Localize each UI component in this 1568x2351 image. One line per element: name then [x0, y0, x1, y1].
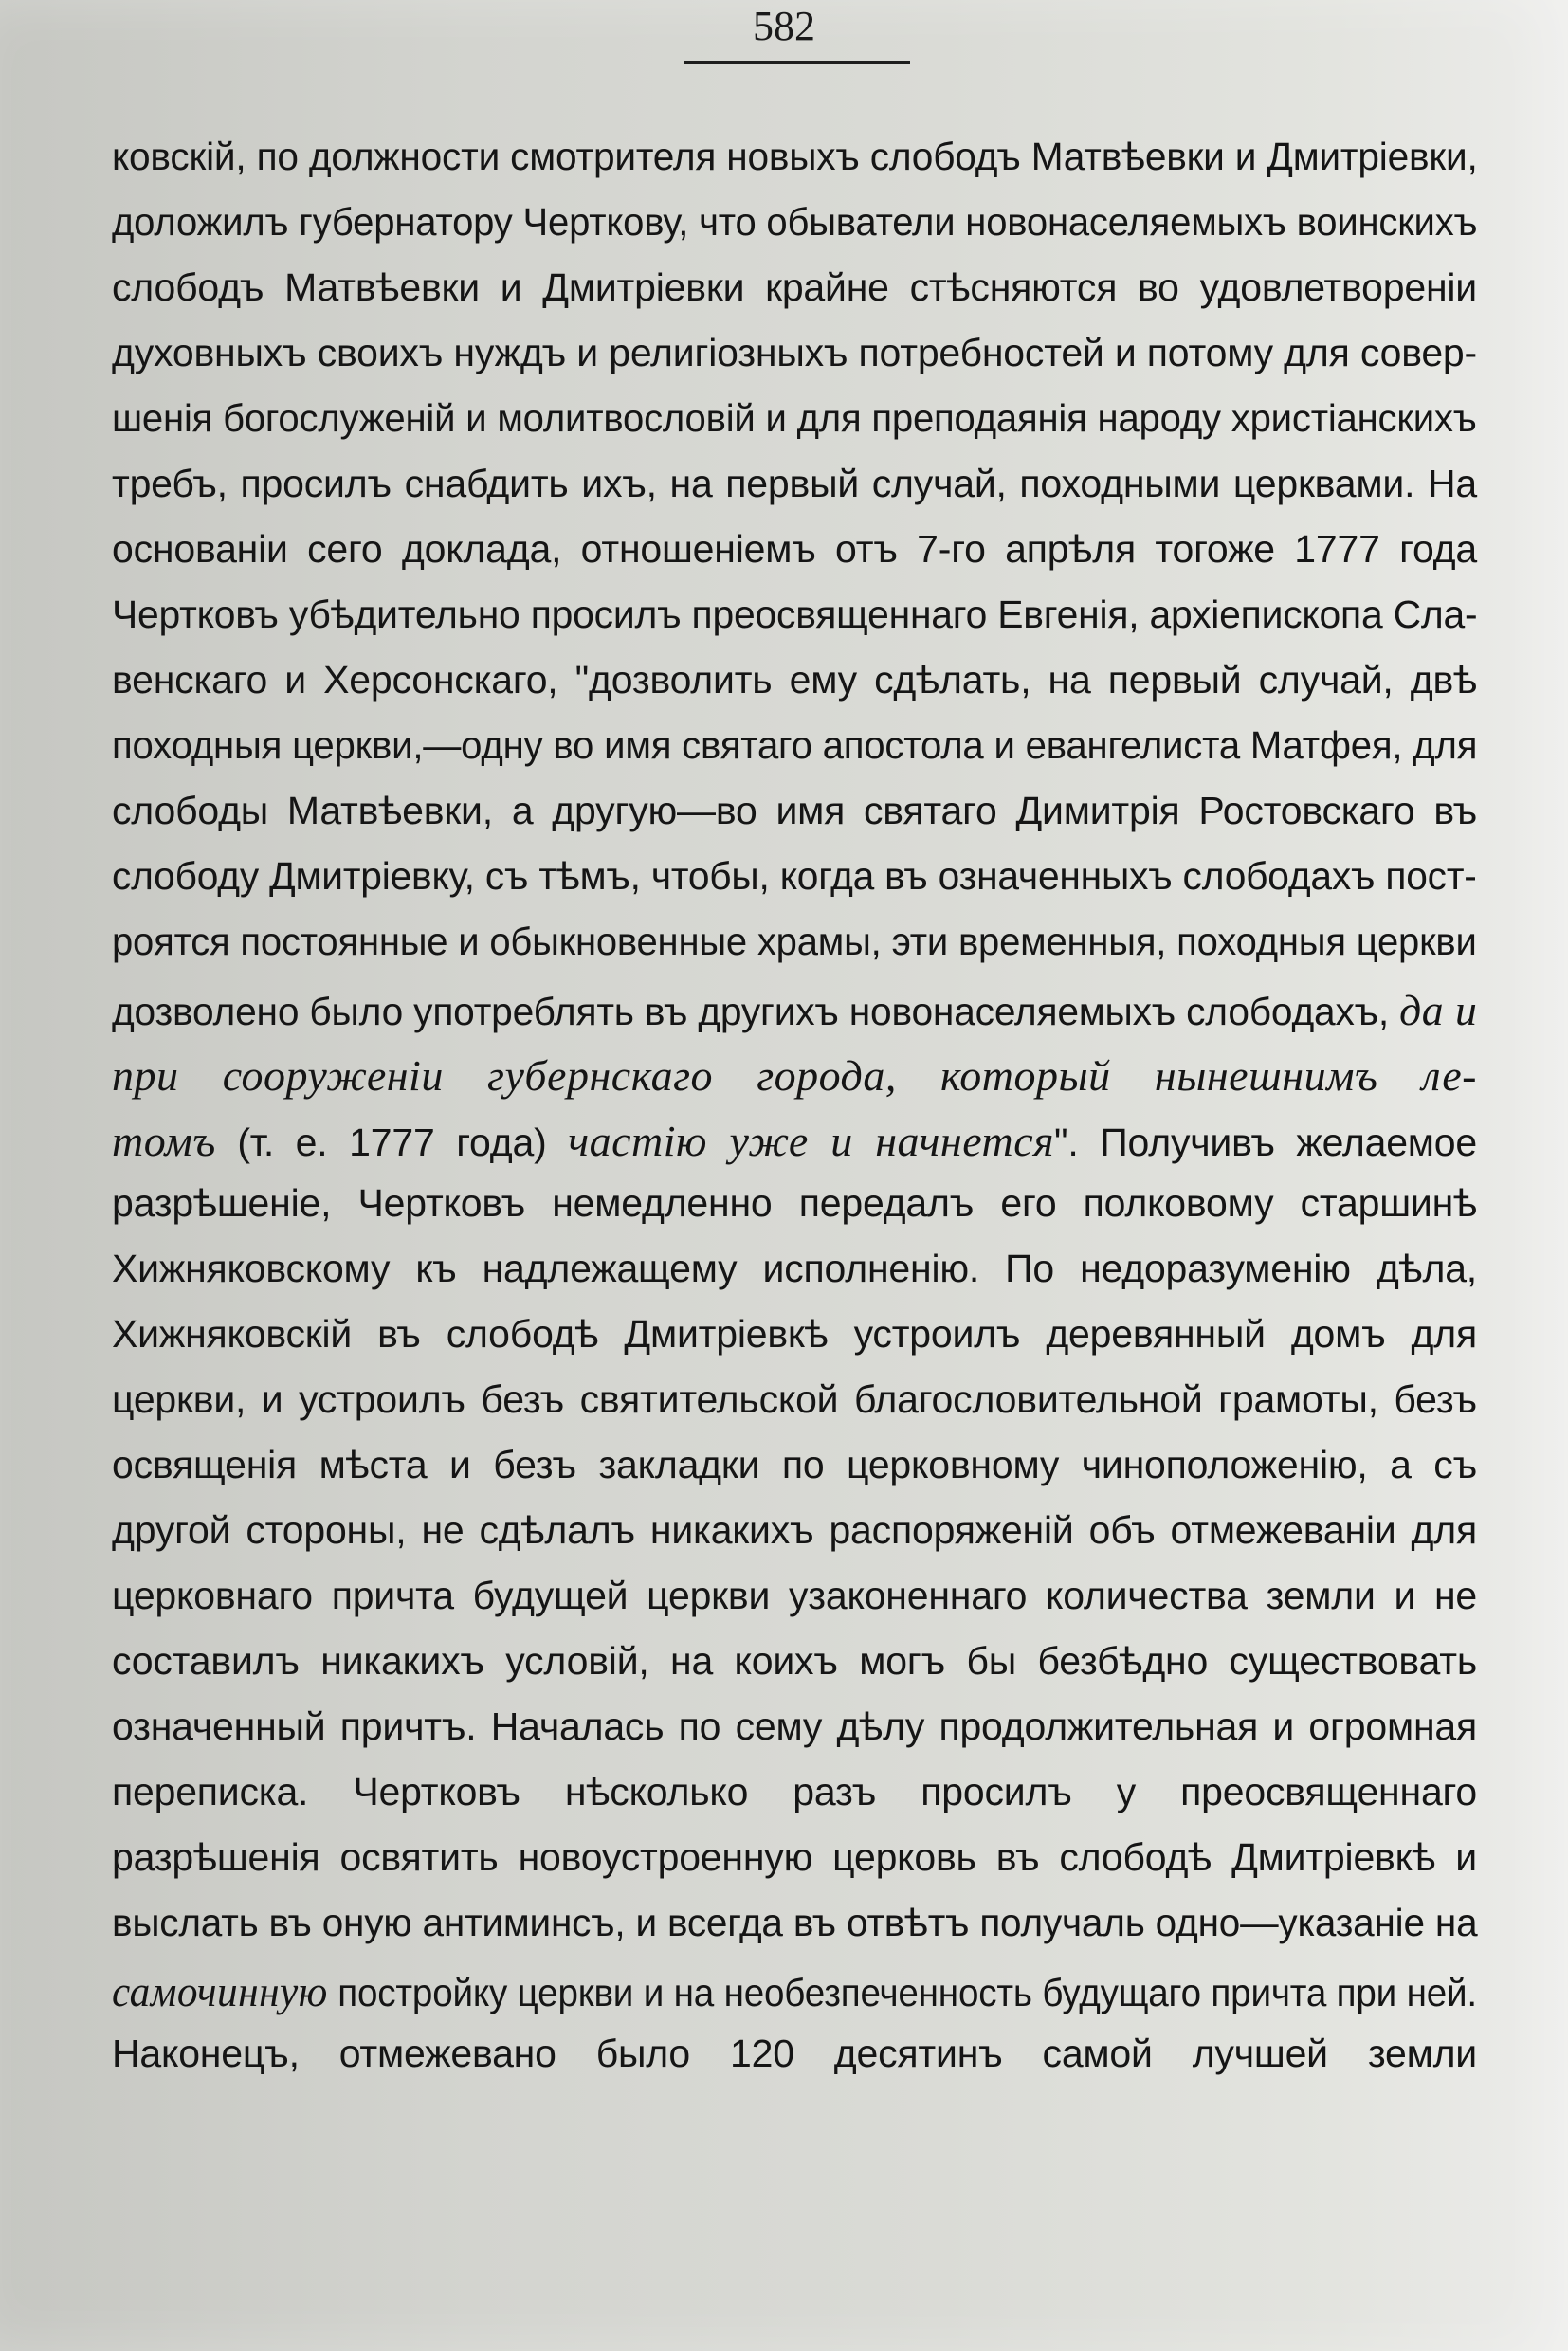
text-run: Наконецъ, отмежевано было 120 десятинъ самой лучшей земли — [112, 2032, 1477, 2075]
text-run: слободы Матвѣевки, а другую—во имя святаго Димитрія Ростовскаго въ — [112, 789, 1477, 832]
text-run: выслать въ оную антиминсъ, и всегда въ отвѣтъ получаль одно—указаніе на — [112, 1901, 1478, 1944]
text-run: дозволено было употреблять въ другихъ новонаселяемыхъ слободахъ, — [112, 990, 1400, 1033]
text-line — [112, 789, 1477, 855]
text-line — [112, 135, 1478, 201]
text-line — [112, 265, 1477, 332]
text-run: другой стороны, не сдѣлалъ никакихъ распоряженій объ отмежеваніи для — [112, 1508, 1477, 1552]
text-line — [112, 1312, 1477, 1378]
text-line — [112, 1704, 1477, 1771]
text-run: роятся постоянные и обыкновенные храмы, эти временныя, походныя церкви — [112, 920, 1477, 963]
text-run: походныя церкви,—одну во имя святаго апостола и евангелиста Матфея, для — [112, 723, 1478, 767]
text-run: шенія богослуженій и молитвословій и для преподаянія народу христіанскихъ — [112, 396, 1477, 440]
text-line — [112, 1377, 1477, 1444]
text-line — [112, 1443, 1477, 1509]
text-run: разрѣшеніе, Чертковъ немедленно передалъ его полковому старшинѣ — [112, 1181, 1477, 1225]
text-line — [112, 1508, 1477, 1575]
text-line — [112, 723, 1478, 790]
text-run: слободъ Матвѣевки и Дмитріевки крайне стѣсняются во удовлетвореніи — [112, 265, 1477, 309]
text-run: слободу Дмитріевку, съ тѣмъ, чтобы, когда въ означенныхъ слободахъ пост- — [112, 854, 1477, 898]
text-line — [112, 1901, 1478, 1967]
text-line — [112, 1770, 1477, 1836]
text-line — [112, 527, 1477, 593]
italic-run: частію уже и начнется — [568, 1117, 1055, 1165]
text-line — [112, 462, 1477, 528]
text-run: Хижняковскому къ надлежащему исполненію. По недоразуменію дѣла, — [112, 1247, 1477, 1290]
text-run: составилъ никакихъ условій, на коихъ могъ бы безбѣдно существовать — [112, 1639, 1477, 1683]
text-run: освященія мѣста и безъ закладки по церковному чиноположенію, а съ — [112, 1443, 1477, 1486]
text-line — [112, 1116, 1477, 1182]
italic-run: при сооруженіи губернскаго города, который нынешнимъ ле- — [112, 1051, 1477, 1100]
italic-run: томъ — [112, 1117, 216, 1165]
page-number: 582 — [753, 3, 815, 49]
text-run: церковнаго причта будущей церкви узаконеннаго количества земли и не — [112, 1574, 1477, 1617]
text-run: доложилъ губернатору Черткову, что обыватели новонаселяемыхъ воинскихъ — [112, 200, 1478, 244]
text-run: означенный причтъ. Началась по сему дѣлу продолжительная и огромная — [112, 1704, 1477, 1748]
text-run: церкви, и устроилъ безъ святительской благословительной грамоты, безъ — [112, 1377, 1477, 1421]
text-line — [112, 1966, 1477, 2032]
text-line — [112, 1050, 1477, 1117]
text-line — [112, 1574, 1477, 1640]
text-line — [112, 1181, 1477, 1248]
text-run: переписка. Чертковъ нѣсколько разъ просилъ у преосвященнаго — [112, 1770, 1477, 1813]
text-line — [112, 1639, 1477, 1705]
text-line — [112, 1247, 1477, 1313]
text-run: ковскій, по должности смотрителя новыхъ слободъ Матвѣевки и Дмитріевки, — [112, 135, 1478, 178]
text-line — [112, 854, 1477, 920]
italic-run: самочинную — [112, 1967, 328, 2015]
text-line — [112, 1835, 1477, 1902]
text-line — [112, 2032, 1477, 2098]
text-line — [112, 200, 1478, 266]
text-run: основаніи сего доклада, отношеніемъ отъ 7-го апрѣля тогоже 1777 года — [112, 527, 1477, 571]
text-run: (т. е. 1777 года) — [215, 1121, 569, 1164]
text-run: Чертковъ убѣдительно просилъ преосвященнаго Евгенія, архіепископа Сла- — [112, 592, 1478, 636]
text-run: требъ, просилъ снабдить ихъ, на первый случай, походными церквами. На — [112, 462, 1477, 505]
text-line — [112, 331, 1477, 397]
text-run: духовныхъ своихъ нуждъ и религіозныхъ потребностей и потому для совер- — [112, 331, 1477, 374]
text-run: разрѣшенія освятить новоустроенную церковь въ слободѣ Дмитріевкѣ и — [112, 1835, 1477, 1879]
text-line — [112, 920, 1477, 986]
text-line — [112, 985, 1478, 1051]
text-run: Хижняковскій въ слободѣ Дмитріевкѣ устроилъ деревянный домъ для — [112, 1312, 1477, 1356]
text-run: постройку церкви и на необезпеченность будущаго причта при ней. — [327, 1971, 1477, 2014]
text-line — [112, 658, 1477, 724]
text-run: ". Получивъ желаемое — [1054, 1121, 1477, 1164]
italic-run: да и — [1399, 986, 1478, 1034]
text-line — [112, 396, 1477, 463]
text-line — [112, 592, 1478, 659]
header-rule — [684, 61, 910, 64]
text-run: венскаго и Херсонскаго, "дозволить ему сдѣлать, на первый случай, двѣ — [112, 658, 1477, 702]
